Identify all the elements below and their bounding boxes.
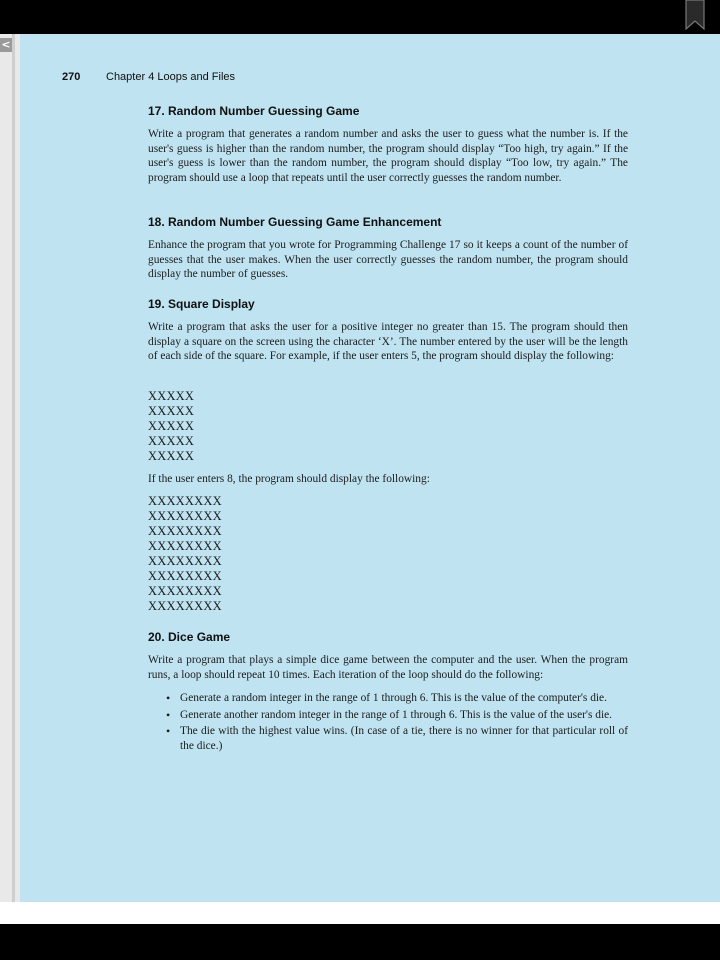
- section-body: If the user enters 8, the program should display the following:: [148, 473, 430, 485]
- bullet-icon: •: [166, 724, 171, 738]
- output-line: XXXXX: [148, 419, 195, 433]
- bottom-margin: [0, 902, 720, 924]
- output-line: XXXXXXXX: [148, 569, 222, 583]
- back-arrow-icon[interactable]: <: [1, 38, 11, 51]
- section-19: [148, 297, 628, 364]
- section-18: [148, 215, 628, 282]
- section-body: Write a program that plays a simple dice game between the computer and the user. When the program runs, a loop should repeat 10 times. Each iteration of the loop should do the following:: [148, 654, 628, 681]
- output-line: XXXXX: [148, 389, 195, 403]
- output-line: XXXXX: [148, 404, 195, 418]
- section-20: [148, 630, 628, 755]
- square-5-output: [148, 389, 628, 464]
- list-item-text: The die with the highest value wins. (In case of a tie, there is no winner for that particular roll of the dice.): [180, 725, 628, 752]
- section-title: 17. Random Number Guessing Game: [148, 104, 360, 118]
- section-title: 20. Dice Game: [148, 630, 231, 644]
- list-item: [148, 691, 628, 706]
- list-item: [148, 708, 628, 723]
- left-scroll-bar[interactable]: [0, 34, 20, 902]
- list-item-text: Generate another random integer in the range of 1 through 6. This is the value of the user's die.: [180, 708, 613, 721]
- output-line: XXXXX: [148, 449, 195, 463]
- section-body: Enhance the program that you wrote for Programming Challenge 17 so it keeps a count of the number of guesses that the user makes. When the user correctly guesses the random number, the program should display the number of guesses.: [148, 239, 628, 280]
- output-line: XXXXXXXX: [148, 584, 222, 598]
- output-line: XXXXXXXX: [148, 494, 222, 508]
- output-line: XXXXXXXX: [148, 524, 222, 538]
- output-line: XXXXXXXX: [148, 509, 222, 523]
- section-body: Write a program that asks the user for a positive integer no greater than 15. The program should then display a square on the screen using the character ‘X’. The number entered by the user will be the length of each side of the square. For example, if the user enters 5, the program should display the following:: [148, 321, 628, 362]
- page-header: [62, 71, 235, 83]
- list-item: [148, 724, 628, 753]
- output-line: XXXXXXXX: [148, 599, 222, 613]
- list-item-text: Generate a random integer in the range of 1 through 6. This is the value of the computer's die.: [180, 692, 607, 704]
- section-title: 19. Square Display: [148, 297, 255, 311]
- bullet-icon: •: [166, 707, 171, 722]
- scroll-track[interactable]: [12, 34, 15, 902]
- output-line: XXXXXXXX: [148, 554, 222, 568]
- section-19-continued: [148, 472, 628, 487]
- bookmark-icon[interactable]: [685, 0, 705, 30]
- square-8-output: [148, 494, 628, 614]
- section-17: [148, 104, 628, 185]
- output-line: XXXXX: [148, 434, 195, 448]
- bullet-list: [148, 691, 628, 753]
- section-title: 18. Random Number Guessing Game Enhancement: [148, 215, 442, 229]
- bullet-icon: •: [166, 691, 171, 705]
- section-body: Write a program that generates a random number and asks the user to guess what the number is. If the user's guess is higher than the random number, the program should display “Too high, try again.” If the user's guess is lower than the random number, the program should display “Too low, try again.” The program should use a loop that repeats until the user correctly guesses the random number.: [148, 128, 628, 184]
- chapter-title: Chapter 4 Loops and Files: [106, 71, 236, 83]
- output-line: XXXXXXXX: [148, 539, 222, 553]
- page-number: 270: [62, 71, 81, 83]
